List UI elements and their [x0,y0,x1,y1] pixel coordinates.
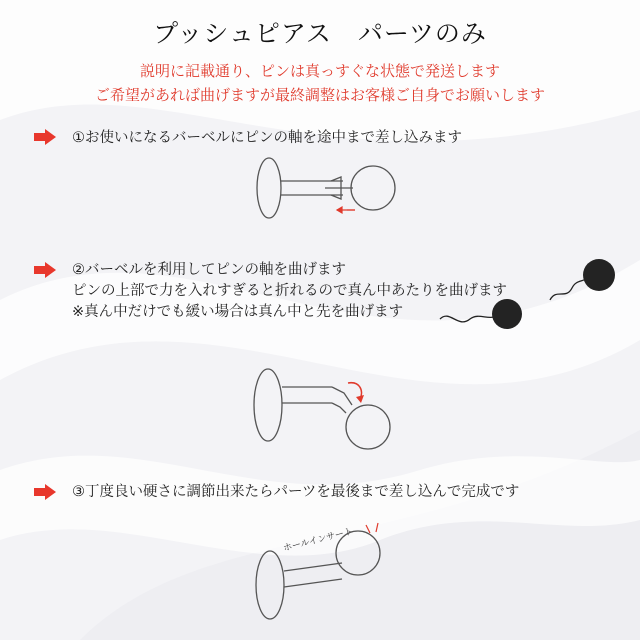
bent-pin-curve-2 [438,307,496,331]
step-3-diagram [240,505,410,625]
ball-end-icon [583,259,615,291]
right-arrow-icon [34,262,56,278]
step-1-line-1: ①お使いになるバーベルにピンの軸を途中まで差し込みます [72,130,462,146]
page-title: プッシュピアス パーツのみ [153,19,487,48]
notice-line-2: ご希望があれば曲げますが最終調整はお客様ご自身でお願いします [94,86,545,104]
notice-line-1: 説明に記載通り、ピンは真っすぐな状態で発送します [139,62,500,80]
step-3-text [72,482,519,503]
step-2-line-3: ※真ん中だけでも緩い場合は真ん中と先を曲げます [72,304,404,320]
step-2-line-1: ②バーベルを利用してピンの軸を曲げます [72,262,346,278]
step-3-line-1: ③丁度良い硬さに調節出来たらパーツを最後まで差し込んで完成です [72,484,520,500]
right-arrow-icon [34,129,56,145]
step-1-text [72,128,462,149]
hole-insert-label: ホールインサート [282,526,354,554]
right-arrow-icon [34,484,56,500]
ball-end-icon [492,299,522,329]
step-1-diagram [245,150,415,230]
step-2-line-2: ピンの上部で力を入れすぎると折れるので真ん中あたりを曲げます [72,283,507,299]
step-2-diagram [240,355,410,455]
